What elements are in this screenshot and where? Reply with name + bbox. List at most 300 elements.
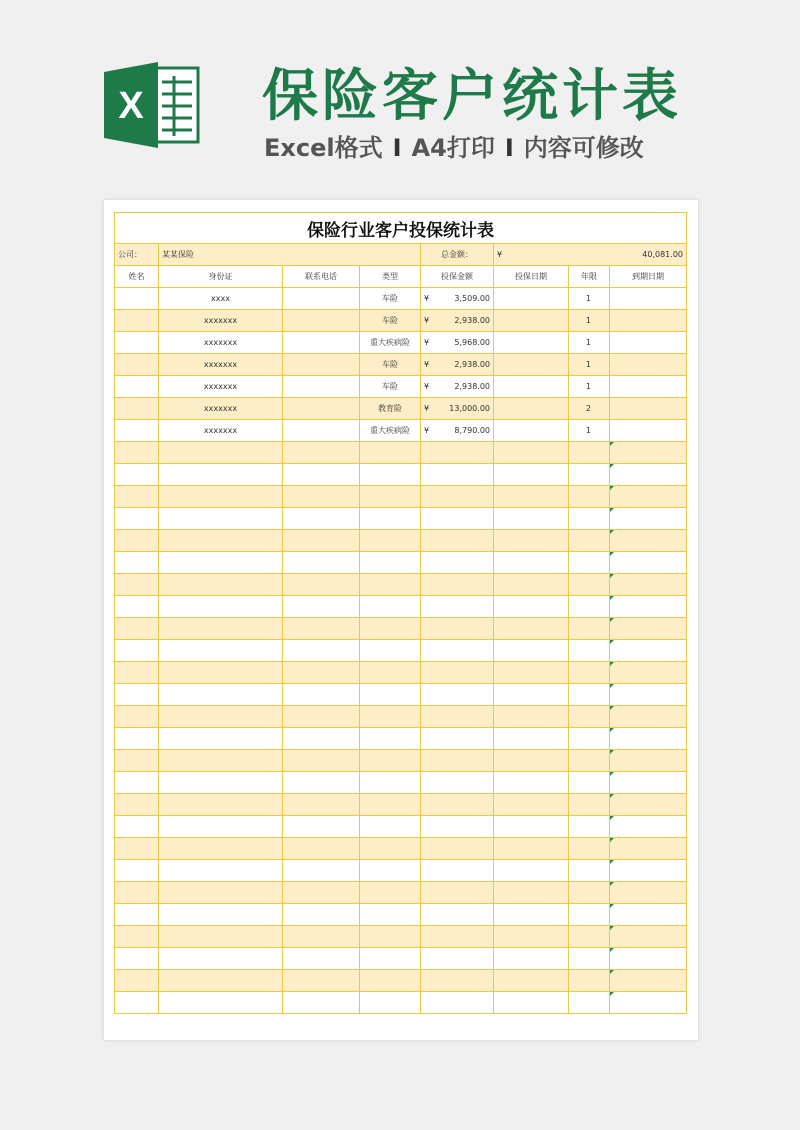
- cell-years[interactable]: 2: [569, 398, 610, 420]
- empty-cell[interactable]: [494, 728, 569, 750]
- empty-cell[interactable]: [360, 684, 421, 706]
- cell-type[interactable]: 重大疾病险: [360, 332, 421, 354]
- empty-cell[interactable]: [115, 574, 159, 596]
- cell-date[interactable]: [494, 310, 569, 332]
- empty-cell[interactable]: [569, 662, 610, 684]
- empty-cell[interactable]: [610, 640, 687, 662]
- cell-expire[interactable]: [610, 398, 687, 420]
- empty-cell[interactable]: [159, 838, 283, 860]
- cell-date[interactable]: [494, 398, 569, 420]
- cell-phone[interactable]: [283, 354, 360, 376]
- empty-cell[interactable]: [610, 948, 687, 970]
- empty-cell[interactable]: [494, 948, 569, 970]
- empty-cell[interactable]: [159, 794, 283, 816]
- empty-cell[interactable]: [159, 596, 283, 618]
- sheet-title[interactable]: 保险行业客户投保统计表: [115, 213, 687, 244]
- empty-cell[interactable]: [283, 552, 360, 574]
- empty-cell[interactable]: [283, 442, 360, 464]
- empty-cell[interactable]: [283, 838, 360, 860]
- page-title: 保险客户统计表: [262, 64, 682, 129]
- empty-cell[interactable]: [115, 750, 159, 772]
- empty-cell[interactable]: [421, 662, 494, 684]
- subtitle-print: A4打印: [411, 134, 495, 162]
- cell-phone[interactable]: [283, 420, 360, 442]
- empty-cell[interactable]: [494, 442, 569, 464]
- comment-marker-icon: [610, 552, 614, 556]
- empty-cell[interactable]: [283, 772, 360, 794]
- cell-id[interactable]: xxxxxxx: [159, 398, 283, 420]
- empty-cell[interactable]: [115, 794, 159, 816]
- empty-cell[interactable]: [610, 926, 687, 948]
- cell-years[interactable]: 1: [569, 420, 610, 442]
- cell-name[interactable]: [115, 288, 159, 310]
- empty-cell[interactable]: [115, 926, 159, 948]
- comment-marker-icon: [610, 728, 614, 732]
- cell-id[interactable]: xxxx: [159, 288, 283, 310]
- cell-name[interactable]: [115, 376, 159, 398]
- empty-table-row: [115, 640, 687, 662]
- empty-cell[interactable]: [115, 772, 159, 794]
- empty-cell[interactable]: [494, 860, 569, 882]
- empty-cell[interactable]: [115, 442, 159, 464]
- empty-cell[interactable]: [283, 530, 360, 552]
- empty-cell[interactable]: [569, 442, 610, 464]
- empty-cell[interactable]: [610, 816, 687, 838]
- company-value[interactable]: 某某保险: [159, 244, 421, 266]
- empty-cell[interactable]: [494, 992, 569, 1014]
- empty-cell[interactable]: [569, 926, 610, 948]
- empty-cell[interactable]: [360, 552, 421, 574]
- cell-name[interactable]: [115, 420, 159, 442]
- empty-cell[interactable]: [159, 904, 283, 926]
- empty-cell[interactable]: [283, 508, 360, 530]
- empty-cell[interactable]: [610, 860, 687, 882]
- empty-cell[interactable]: [610, 552, 687, 574]
- empty-cell[interactable]: [569, 882, 610, 904]
- empty-cell[interactable]: [283, 486, 360, 508]
- cell-amount[interactable]: [421, 376, 494, 398]
- empty-cell[interactable]: [494, 530, 569, 552]
- cell-name[interactable]: [115, 354, 159, 376]
- empty-cell[interactable]: [421, 508, 494, 530]
- empty-cell[interactable]: [569, 904, 610, 926]
- cell-id[interactable]: xxxxxxx: [159, 354, 283, 376]
- empty-cell[interactable]: [283, 464, 360, 486]
- cell-type[interactable]: 教育险: [360, 398, 421, 420]
- empty-cell[interactable]: [494, 596, 569, 618]
- empty-cell[interactable]: [569, 574, 610, 596]
- empty-cell[interactable]: [115, 684, 159, 706]
- empty-cell[interactable]: [421, 530, 494, 552]
- empty-cell[interactable]: [115, 860, 159, 882]
- cell-id[interactable]: xxxxxxx: [159, 332, 283, 354]
- empty-cell[interactable]: [159, 684, 283, 706]
- cell-amount[interactable]: [421, 310, 494, 332]
- empty-cell[interactable]: [569, 596, 610, 618]
- empty-cell[interactable]: [159, 618, 283, 640]
- empty-cell[interactable]: [159, 728, 283, 750]
- empty-cell[interactable]: [283, 926, 360, 948]
- empty-cell[interactable]: [115, 882, 159, 904]
- cell-phone[interactable]: [283, 398, 360, 420]
- empty-cell[interactable]: [569, 640, 610, 662]
- empty-cell[interactable]: [283, 662, 360, 684]
- cell-date[interactable]: [494, 354, 569, 376]
- empty-cell[interactable]: [360, 794, 421, 816]
- empty-cell[interactable]: [159, 508, 283, 530]
- empty-cell[interactable]: [569, 970, 610, 992]
- header-type[interactable]: 类型: [360, 266, 421, 288]
- cell-date[interactable]: [494, 376, 569, 398]
- empty-cell[interactable]: [421, 442, 494, 464]
- empty-cell[interactable]: [115, 838, 159, 860]
- cell-type[interactable]: 车险: [360, 354, 421, 376]
- empty-cell[interactable]: [115, 728, 159, 750]
- cell-amount[interactable]: [421, 420, 494, 442]
- cell-expire[interactable]: [610, 288, 687, 310]
- empty-cell[interactable]: [115, 618, 159, 640]
- empty-cell[interactable]: [569, 486, 610, 508]
- empty-cell[interactable]: [360, 860, 421, 882]
- empty-cell[interactable]: [159, 926, 283, 948]
- empty-cell[interactable]: [610, 750, 687, 772]
- empty-cell[interactable]: [360, 772, 421, 794]
- empty-cell[interactable]: [360, 640, 421, 662]
- banner: [0, 0, 800, 200]
- empty-cell[interactable]: [610, 442, 687, 464]
- empty-cell[interactable]: [610, 706, 687, 728]
- empty-cell[interactable]: [610, 596, 687, 618]
- cell-years[interactable]: 1: [569, 376, 610, 398]
- empty-cell[interactable]: [283, 684, 360, 706]
- empty-cell[interactable]: [494, 684, 569, 706]
- empty-cell[interactable]: [421, 816, 494, 838]
- empty-cell[interactable]: [569, 706, 610, 728]
- empty-cell[interactable]: [159, 772, 283, 794]
- comment-marker-icon: [610, 882, 614, 886]
- empty-cell[interactable]: [569, 464, 610, 486]
- empty-cell[interactable]: [569, 794, 610, 816]
- empty-cell[interactable]: [494, 640, 569, 662]
- empty-cell[interactable]: [421, 992, 494, 1014]
- empty-cell[interactable]: [360, 838, 421, 860]
- comment-marker-icon: [610, 926, 614, 930]
- header-name[interactable]: 姓名: [115, 266, 159, 288]
- empty-cell[interactable]: [360, 464, 421, 486]
- empty-cell[interactable]: [421, 948, 494, 970]
- empty-cell[interactable]: [360, 816, 421, 838]
- empty-cell[interactable]: [115, 464, 159, 486]
- cell-name[interactable]: [115, 398, 159, 420]
- empty-cell[interactable]: [610, 662, 687, 684]
- empty-cell[interactable]: [159, 574, 283, 596]
- empty-cell[interactable]: [360, 750, 421, 772]
- empty-cell[interactable]: [569, 728, 610, 750]
- empty-cell[interactable]: [115, 596, 159, 618]
- empty-cell[interactable]: [569, 948, 610, 970]
- empty-cell[interactable]: [569, 992, 610, 1014]
- cell-date[interactable]: [494, 420, 569, 442]
- empty-cell[interactable]: [283, 816, 360, 838]
- empty-cell[interactable]: [283, 728, 360, 750]
- cell-expire[interactable]: [610, 332, 687, 354]
- empty-cell[interactable]: [610, 970, 687, 992]
- cell-phone[interactable]: [283, 310, 360, 332]
- cell-years[interactable]: 1: [569, 354, 610, 376]
- empty-table-row: [115, 706, 687, 728]
- header-phone[interactable]: 联系电话: [283, 266, 360, 288]
- empty-cell[interactable]: [360, 662, 421, 684]
- empty-cell[interactable]: [283, 860, 360, 882]
- empty-cell[interactable]: [159, 750, 283, 772]
- empty-cell[interactable]: [360, 992, 421, 1014]
- empty-cell[interactable]: [283, 596, 360, 618]
- empty-cell[interactable]: [494, 508, 569, 530]
- empty-cell[interactable]: [360, 970, 421, 992]
- empty-cell[interactable]: [360, 486, 421, 508]
- empty-cell[interactable]: [159, 992, 283, 1014]
- empty-cell[interactable]: [421, 728, 494, 750]
- empty-cell[interactable]: [494, 706, 569, 728]
- cell-name[interactable]: [115, 310, 159, 332]
- empty-cell[interactable]: [494, 750, 569, 772]
- cell-id[interactable]: xxxxxxx: [159, 310, 283, 332]
- cell-type[interactable]: 车险: [360, 288, 421, 310]
- cell-years[interactable]: 1: [569, 310, 610, 332]
- empty-cell[interactable]: [421, 640, 494, 662]
- header-id[interactable]: 身份证: [159, 266, 283, 288]
- empty-cell[interactable]: [610, 882, 687, 904]
- empty-cell[interactable]: [610, 728, 687, 750]
- empty-cell[interactable]: [421, 772, 494, 794]
- empty-cell[interactable]: [115, 552, 159, 574]
- empty-cell[interactable]: [360, 508, 421, 530]
- empty-cell[interactable]: [610, 464, 687, 486]
- empty-cell[interactable]: [283, 904, 360, 926]
- cell-type[interactable]: 重大疾病险: [360, 420, 421, 442]
- empty-table-row: [115, 772, 687, 794]
- empty-cell[interactable]: [115, 992, 159, 1014]
- table-row: [115, 288, 687, 310]
- empty-cell[interactable]: [115, 486, 159, 508]
- cell-currency: ¥: [424, 382, 430, 391]
- empty-cell[interactable]: [159, 530, 283, 552]
- header-years[interactable]: 年限: [569, 266, 610, 288]
- empty-cell[interactable]: [494, 618, 569, 640]
- empty-cell[interactable]: [159, 552, 283, 574]
- cell-id[interactable]: xxxxxxx: [159, 420, 283, 442]
- empty-cell[interactable]: [494, 464, 569, 486]
- empty-cell[interactable]: [421, 860, 494, 882]
- empty-cell[interactable]: [283, 992, 360, 1014]
- empty-cell[interactable]: [494, 772, 569, 794]
- empty-cell[interactable]: [159, 640, 283, 662]
- empty-cell[interactable]: [115, 706, 159, 728]
- empty-cell[interactable]: [360, 596, 421, 618]
- empty-table-row: [115, 684, 687, 706]
- empty-cell[interactable]: [421, 684, 494, 706]
- empty-cell[interactable]: [421, 882, 494, 904]
- header-date[interactable]: 投保日期: [494, 266, 569, 288]
- empty-cell[interactable]: [159, 662, 283, 684]
- empty-cell[interactable]: [494, 882, 569, 904]
- empty-cell[interactable]: [360, 530, 421, 552]
- empty-cell[interactable]: [159, 486, 283, 508]
- empty-table-row: [115, 618, 687, 640]
- empty-cell[interactable]: [569, 618, 610, 640]
- empty-cell[interactable]: [569, 772, 610, 794]
- empty-cell[interactable]: [360, 948, 421, 970]
- empty-cell[interactable]: [360, 904, 421, 926]
- empty-cell[interactable]: [610, 530, 687, 552]
- empty-cell[interactable]: [283, 948, 360, 970]
- empty-cell[interactable]: [115, 904, 159, 926]
- empty-cell[interactable]: [421, 706, 494, 728]
- empty-cell[interactable]: [610, 574, 687, 596]
- cell-expire[interactable]: [610, 376, 687, 398]
- empty-cell[interactable]: [360, 926, 421, 948]
- cell-phone[interactable]: [283, 376, 360, 398]
- empty-cell[interactable]: [494, 574, 569, 596]
- cell-date[interactable]: [494, 288, 569, 310]
- empty-cell[interactable]: [610, 904, 687, 926]
- company-label[interactable]: 公司：: [115, 244, 159, 266]
- cell-name[interactable]: [115, 332, 159, 354]
- comment-marker-icon: [610, 640, 614, 644]
- empty-cell[interactable]: [569, 860, 610, 882]
- empty-cell[interactable]: [610, 794, 687, 816]
- cell-years[interactable]: 1: [569, 288, 610, 310]
- empty-cell[interactable]: [283, 574, 360, 596]
- cell-amount[interactable]: [421, 288, 494, 310]
- empty-cell[interactable]: [421, 926, 494, 948]
- empty-cell[interactable]: [421, 464, 494, 486]
- empty-cell[interactable]: [569, 684, 610, 706]
- empty-cell[interactable]: [421, 838, 494, 860]
- empty-cell[interactable]: [159, 948, 283, 970]
- empty-cell[interactable]: [569, 750, 610, 772]
- cell-phone[interactable]: [283, 332, 360, 354]
- empty-cell[interactable]: [494, 662, 569, 684]
- empty-cell[interactable]: [421, 574, 494, 596]
- empty-cell[interactable]: [360, 574, 421, 596]
- empty-cell[interactable]: [569, 816, 610, 838]
- empty-cell[interactable]: [283, 882, 360, 904]
- empty-cell[interactable]: [283, 640, 360, 662]
- cell-type[interactable]: 车险: [360, 310, 421, 332]
- empty-cell[interactable]: [421, 596, 494, 618]
- cell-expire[interactable]: [610, 310, 687, 332]
- empty-cell[interactable]: [115, 640, 159, 662]
- empty-table-row: [115, 464, 687, 486]
- empty-cell[interactable]: [360, 706, 421, 728]
- empty-cell[interactable]: [421, 904, 494, 926]
- empty-cell[interactable]: [494, 552, 569, 574]
- empty-cell[interactable]: [360, 618, 421, 640]
- empty-cell[interactable]: [610, 992, 687, 1014]
- empty-cell[interactable]: [159, 816, 283, 838]
- empty-cell[interactable]: [115, 662, 159, 684]
- empty-cell[interactable]: [115, 970, 159, 992]
- empty-cell[interactable]: [494, 486, 569, 508]
- total-amount-cell[interactable]: [494, 244, 687, 266]
- cell-amount[interactable]: [421, 398, 494, 420]
- header-expire[interactable]: 到期日期: [610, 266, 687, 288]
- empty-cell[interactable]: [115, 948, 159, 970]
- empty-cell[interactable]: [159, 860, 283, 882]
- empty-cell[interactable]: [159, 706, 283, 728]
- comment-marker-icon: [610, 530, 614, 534]
- empty-cell[interactable]: [494, 926, 569, 948]
- header-amount[interactable]: 投保金额: [421, 266, 494, 288]
- empty-table-row: [115, 750, 687, 772]
- empty-cell[interactable]: [610, 838, 687, 860]
- empty-cell[interactable]: [421, 794, 494, 816]
- empty-cell[interactable]: [610, 684, 687, 706]
- empty-cell[interactable]: [421, 750, 494, 772]
- excel-logo-icon: [104, 62, 200, 148]
- empty-cell[interactable]: [283, 706, 360, 728]
- empty-cell[interactable]: [569, 530, 610, 552]
- cell-expire[interactable]: [610, 354, 687, 376]
- total-label[interactable]: 总金额：: [421, 244, 494, 266]
- empty-cell[interactable]: [360, 442, 421, 464]
- cell-date[interactable]: [494, 332, 569, 354]
- empty-cell[interactable]: [159, 882, 283, 904]
- empty-cell[interactable]: [494, 816, 569, 838]
- empty-cell[interactable]: [610, 772, 687, 794]
- empty-cell[interactable]: [494, 970, 569, 992]
- empty-cell[interactable]: [610, 486, 687, 508]
- empty-cell[interactable]: [283, 618, 360, 640]
- cell-years[interactable]: 1: [569, 332, 610, 354]
- cell-amount-value: 8,790.00: [454, 426, 490, 435]
- empty-cell[interactable]: [610, 618, 687, 640]
- empty-cell[interactable]: [360, 728, 421, 750]
- empty-cell[interactable]: [421, 552, 494, 574]
- empty-cell[interactable]: [283, 750, 360, 772]
- comment-marker-icon: [610, 816, 614, 820]
- empty-cell[interactable]: [494, 794, 569, 816]
- customer-table: [114, 212, 687, 1014]
- empty-cell[interactable]: [569, 508, 610, 530]
- empty-cell[interactable]: [115, 508, 159, 530]
- empty-cell[interactable]: [421, 486, 494, 508]
- cell-type[interactable]: 车险: [360, 376, 421, 398]
- empty-cell[interactable]: [159, 970, 283, 992]
- empty-cell[interactable]: [115, 530, 159, 552]
- empty-cell[interactable]: [159, 464, 283, 486]
- cell-amount[interactable]: [421, 332, 494, 354]
- empty-cell[interactable]: [569, 552, 610, 574]
- cell-amount[interactable]: [421, 354, 494, 376]
- empty-cell[interactable]: [283, 794, 360, 816]
- empty-cell[interactable]: [569, 838, 610, 860]
- empty-cell[interactable]: [360, 882, 421, 904]
- empty-cell[interactable]: [421, 618, 494, 640]
- cell-phone[interactable]: [283, 288, 360, 310]
- empty-cell[interactable]: [283, 970, 360, 992]
- empty-cell[interactable]: [494, 904, 569, 926]
- empty-cell[interactable]: [494, 838, 569, 860]
- cell-expire[interactable]: [610, 420, 687, 442]
- empty-cell[interactable]: [610, 508, 687, 530]
- cell-id[interactable]: xxxxxxx: [159, 376, 283, 398]
- comment-marker-icon: [610, 574, 614, 578]
- empty-cell[interactable]: [421, 970, 494, 992]
- empty-cell[interactable]: [115, 816, 159, 838]
- empty-cell[interactable]: [159, 442, 283, 464]
